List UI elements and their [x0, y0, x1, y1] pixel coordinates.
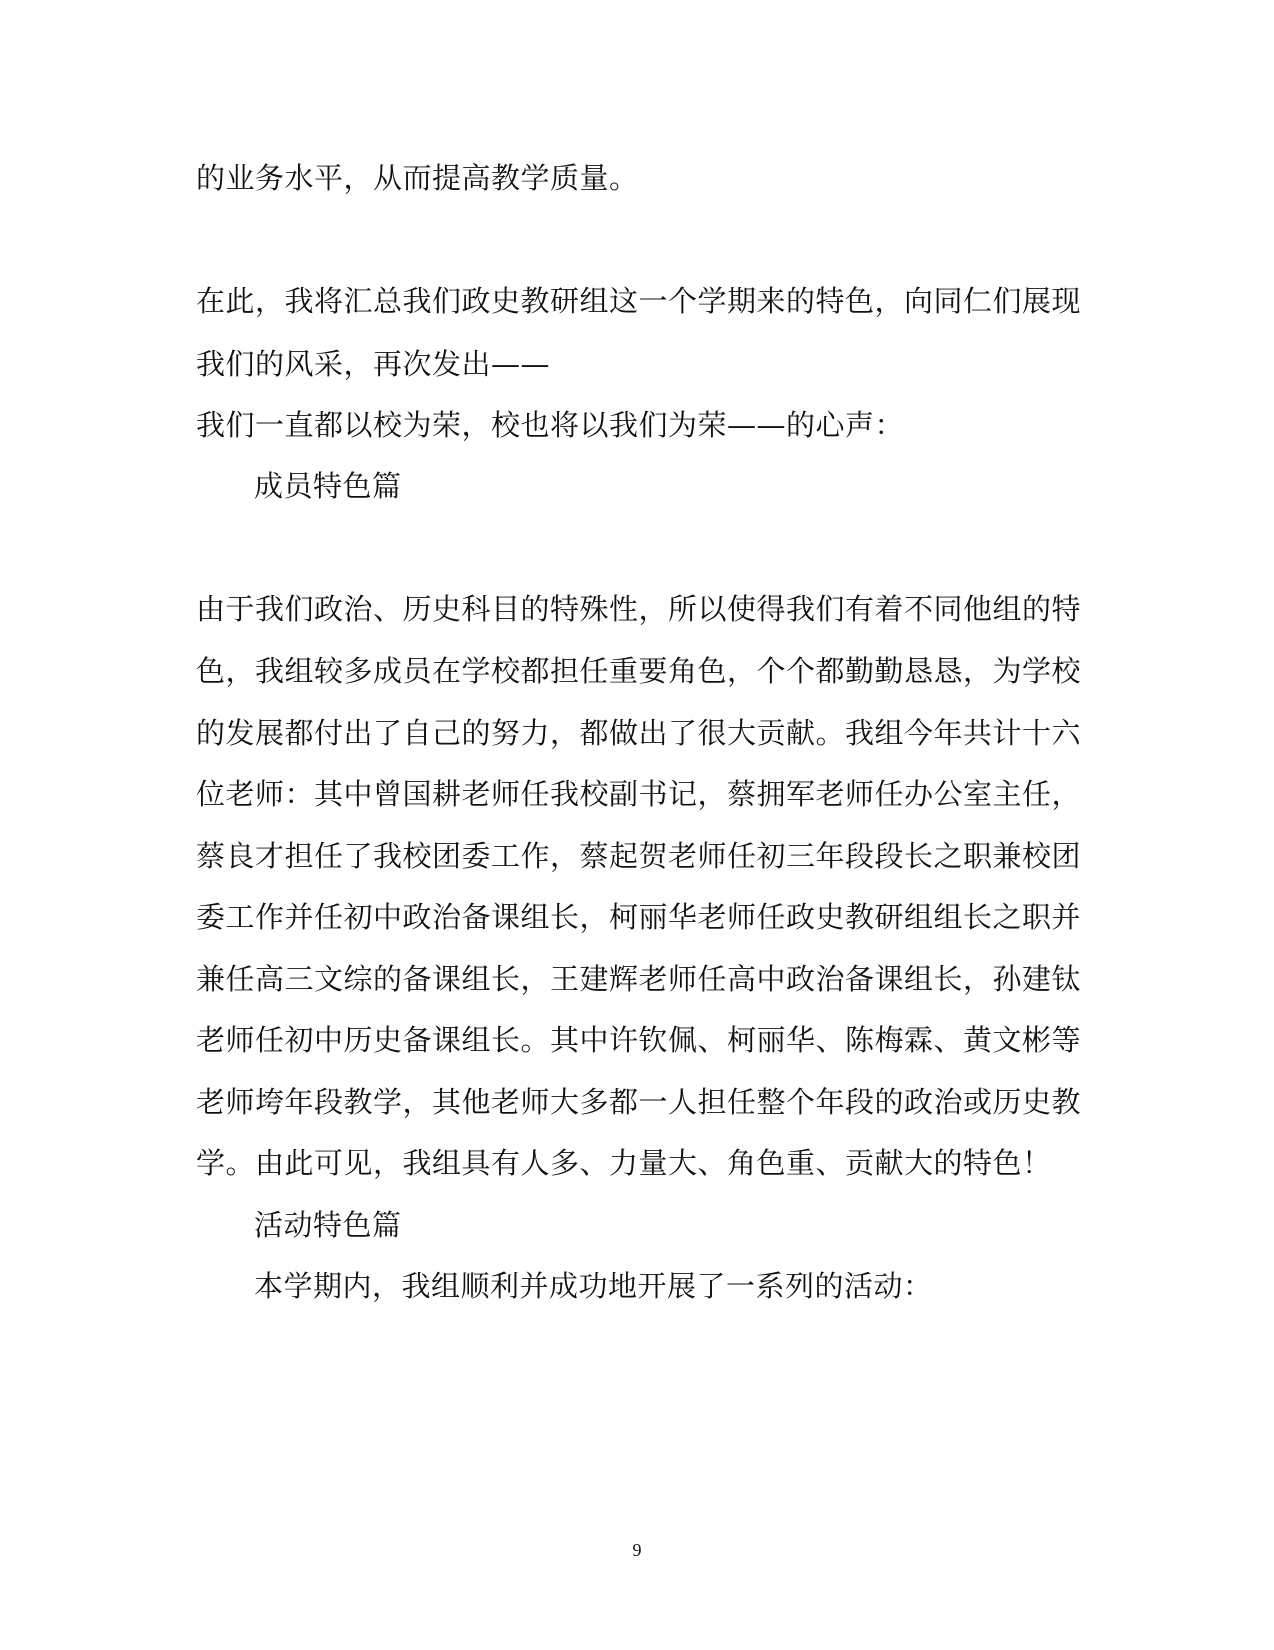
paragraph-line: 由于我们政治、历史科目的特殊性，所以使得我们有着不同他组的特: [196, 592, 1082, 626]
section-heading-activities: 活动特色篇: [254, 1208, 402, 1242]
paragraph-line: 色，我组较多成员在学校都担任重要角色，个个都勤勤恳恳，为学校: [196, 654, 1082, 688]
paragraph-line: 老师任初中历史备课组长。其中许钦佩、柯丽华、陈梅霖、黄文彬等: [196, 1023, 1082, 1057]
paragraph-line: 学。由此可见，我组具有人多、力量大、角色重、贡献大的特色！: [196, 1146, 1052, 1180]
paragraph-line: 的发展都付出了自己的努力，都做出了很大贡献。我组今年共计十六: [196, 716, 1082, 750]
paragraph-line: 的业务水平，从而提高教学质量。: [196, 161, 639, 195]
paragraph-line: 兼任高三文综的备课组长，王建辉老师任高中政治备课组长，孙建钛: [196, 962, 1082, 996]
paragraph-line: 我们一直都以校为荣，校也将以我们为荣——的心声：: [196, 408, 905, 442]
paragraph-line: 蔡良才担任了我校团委工作，蔡起贺老师任初三年段段长之职兼校团: [196, 839, 1082, 873]
paragraph-line: 委工作并任初中政治备课组长，柯丽华老师任政史教研组组长之职并: [196, 900, 1082, 934]
page-number: 9: [632, 1540, 642, 1560]
paragraph-line: 我们的风采，再次发出——: [196, 347, 551, 381]
paragraph-line: 位老师：其中曾国耕老师任我校副书记，蔡拥军老师任办公室主任，: [196, 777, 1082, 811]
paragraph-line: 本学期内，我组顺利并成功地开展了一系列的活动：: [254, 1269, 933, 1303]
paragraph-line: 在此，我将汇总我们政史教研组这一个学期来的特色，向同仁们展现: [196, 284, 1082, 318]
paragraph-line: 老师垮年段教学，其他老师大多都一人担任整个年段的政治或历史教: [196, 1085, 1082, 1119]
section-heading-members: 成员特色篇: [254, 469, 402, 503]
